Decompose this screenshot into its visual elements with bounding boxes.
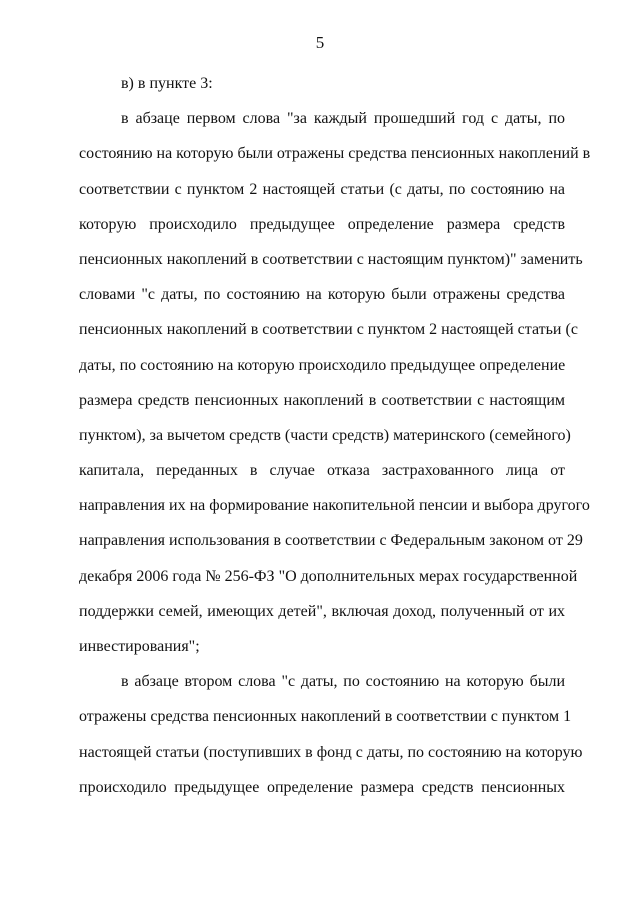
text-line: декабря 2006 года № 256-ФЗ "О дополнительных мерах государственной [79, 567, 578, 585]
text-line: в абзаце первом слова "за каждый прошедший год с даты, по [121, 110, 565, 128]
text-line: состоянию на которую были отражены средства пенсионных накоплений в [79, 145, 591, 163]
text-line: пунктом), за вычетом средств (части средств) материнского (семейного) [79, 426, 571, 444]
text-line: пенсионных накоплений в соответствии с пунктом 2 настоящей статьи (с [79, 321, 578, 339]
text-line: в абзаце втором слова "с даты, по состоянию на которую были [121, 673, 565, 691]
text-line: словами "с даты, по состоянию на которую были отражены средства [79, 286, 565, 304]
text-line: происходило предыдущее определение размера средств пенсионных [79, 778, 565, 796]
page-number: 5 [315, 33, 325, 52]
text-line: капитала, переданных в случае отказа застрахованного лица от [79, 462, 565, 480]
text-line: поддержки семей, имеющих детей", включая доход, полученный от их [79, 602, 565, 620]
text-line: настоящей статьи (поступивших в фонд с даты, по состоянию на которую [79, 743, 583, 761]
text-line: направления использования в соответствии с Федеральным законом от 29 [79, 532, 583, 550]
subitem-heading: в) в пункте 3: [121, 75, 213, 92]
document-body [79, 66, 591, 805]
paragraph-second-abzac [79, 664, 583, 805]
paragraph-first-abzac [79, 101, 591, 664]
text-line: даты, по состоянию на которую происходило предыдущее определение [79, 356, 566, 374]
text-line: размера средств пенсионных накоплений в соответствии с настоящим [79, 391, 565, 409]
text-line: которую происходило предыдущее определение размера средств [79, 215, 565, 233]
text-line: инвестирования"; [79, 638, 200, 655]
text-line: направления их на формирование накопительной пенсии и выбора другого [79, 497, 590, 515]
text-line: соответствии с пунктом 2 настоящей статьи (с даты, по состоянию на [79, 180, 565, 198]
text-line: отражены средства пенсионных накоплений в соответствии с пунктом 1 [79, 708, 572, 726]
text-line: пенсионных накоплений в соответствии с настоящим пунктом)" заменить [79, 250, 583, 268]
